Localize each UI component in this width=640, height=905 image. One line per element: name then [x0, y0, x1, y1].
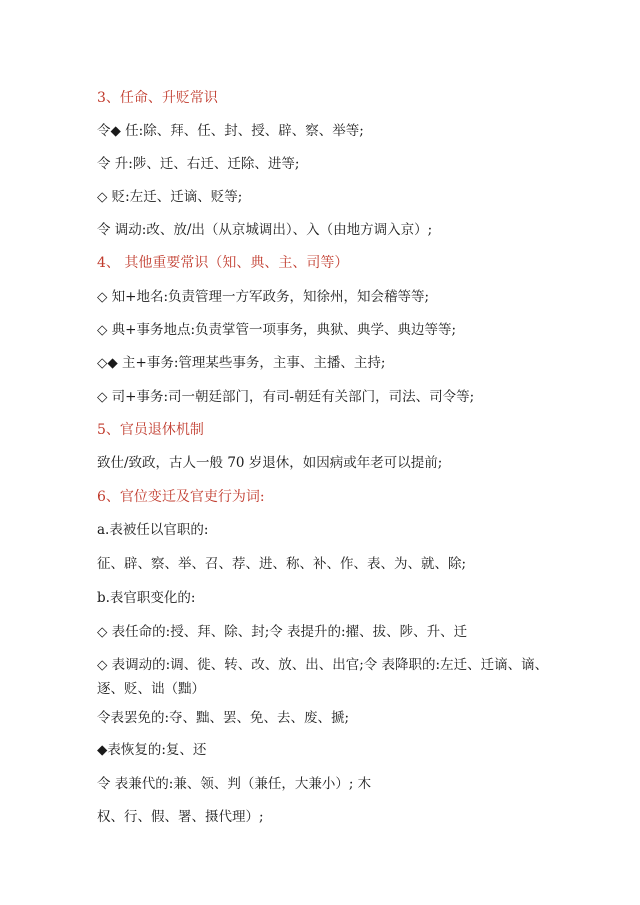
item-transfer-terms: 令 调动:改、放/出（从京城调出）、入（由地方调入京）;	[97, 222, 433, 238]
item-dismissal-terms: 令表罢免的:夺、黜、罢、免、去、废、搋;	[97, 710, 350, 726]
item-acting-terms: 权、行、假、署、摄代理）;	[97, 809, 264, 825]
heading-other-knowledge: 4、 其他重要常识（知、典、主、司等）	[97, 255, 349, 271]
item-appointed-terms: 征、辟、察、举、召、荐、进、称、补、作、表、为、就、除;	[97, 556, 467, 572]
item-restore-terms: ◆表恢复的:复、还	[97, 742, 207, 758]
subheading-appointed: a.表被任以官职的:	[97, 522, 209, 538]
item-zhi-terms: ◇ 知+地名:负责管理一方军政务，知徐州，知会稽等等;	[97, 289, 430, 305]
subheading-position-change: b.表官职变化的:	[97, 590, 196, 606]
heading-retirement: 5、官员退休机制	[97, 422, 204, 438]
item-appoint-terms: 令◆ 任:除、拜、任、封、授、辟、察、举等;	[97, 123, 364, 139]
heading-appointment: 3、任命、升贬常识	[97, 90, 218, 106]
heading-position-changes: 6、官位变迁及官吏行为词:	[97, 489, 265, 505]
item-concurrent-terms: 令 表兼代的:兼、领、判（兼任，大兼小）; 木	[97, 776, 372, 792]
item-si-terms: ◇ 司+事务:司一朝廷部门，有司-朝廷有关部门，司法、司令等;	[97, 389, 475, 405]
item-appoint-promote: ◇ 表任命的:授、拜、除、封;令 表提升的:擢、拔、陟、升、迁	[97, 624, 468, 640]
item-zhu-terms: ◇◆ 主+事务:管理某些事务，主事、主播、主持;	[97, 355, 386, 371]
item-transfer-demote: ◇ 表调动的:调、徙、转、改、放、出、出官;令 表降职的:左迁、迁谪、谪、逐、贬、诎（黜）	[97, 657, 549, 697]
item-dian-terms: ◇ 典+事务地点:负责掌管一项事务，典狱、典学、典边等等;	[97, 322, 457, 338]
item-demote-terms: ◇ 贬:左迁、迁谪、贬等;	[97, 189, 243, 205]
item-retirement-text: 致仕/致政，古人一般 70 岁退休，如因病或年老可以提前;	[97, 455, 443, 471]
item-promote-terms: 令 升:陟、迁、右迁、迁除、进等;	[97, 156, 300, 172]
